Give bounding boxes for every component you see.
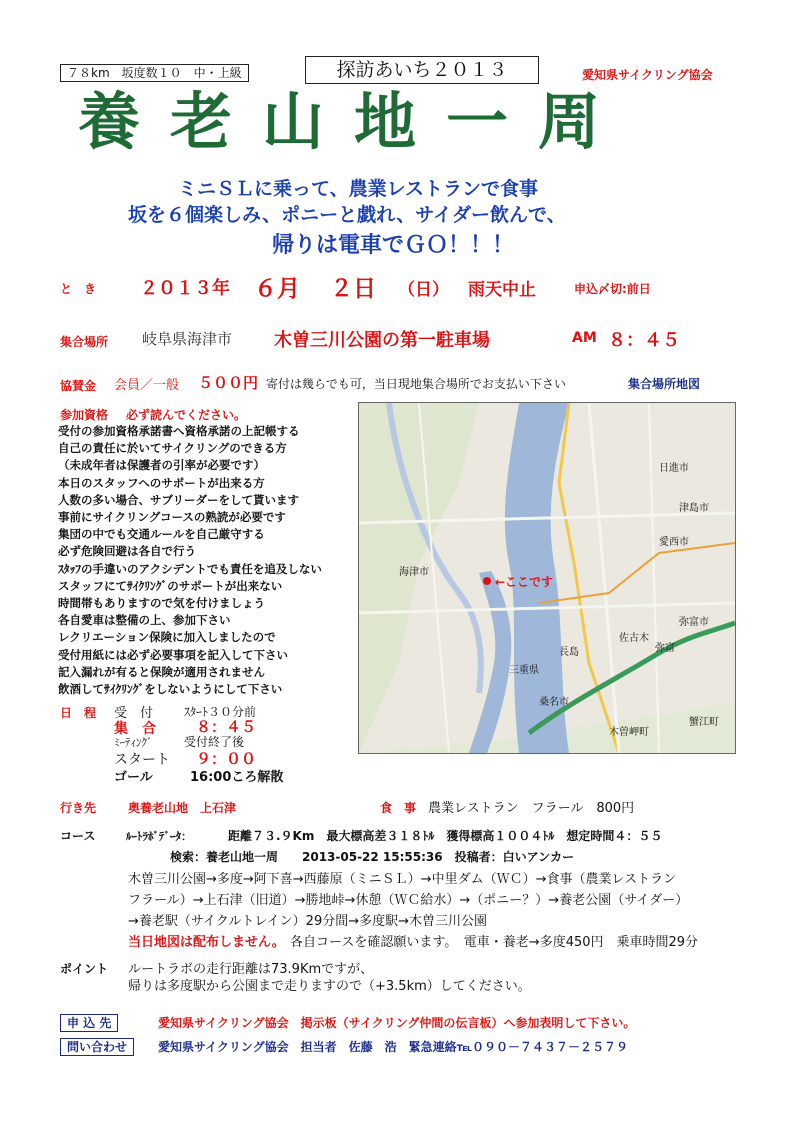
apply-label: 申 込 先 [60, 1014, 118, 1032]
condition-item: ｽﾀｯﾌの手違いのアクシデントでも責任を追及しない [58, 561, 322, 576]
course-route-1: 木曽三川公園→多度→阿下喜→西藤原（ミニＳＬ）→中里ダム（ＷＣ）→食事（農業レストラン [128, 872, 677, 887]
schedule-name: 集 合 [114, 721, 156, 737]
series-title: 探訪あいち２０１３ [305, 56, 539, 84]
lead-line-3: 帰りは電車でＧＯ！！！ [272, 233, 515, 258]
fee-note: 寄付は幾らでも可，当日現地集合場所でお支払い下さい [266, 377, 566, 391]
destination-label: 行き先 [60, 801, 97, 815]
map-place: 日進市 [659, 463, 689, 474]
schedule-name: スタート [114, 752, 170, 768]
fee-amount: ５００円 [198, 374, 259, 392]
meeting-place: 岐阜県海津市 [142, 330, 233, 348]
map-place: 木曽岬町 [609, 727, 649, 738]
lead-line-2: 坂を６個楽しみ、ポニーと戯れ、サイダー飲んで、 [128, 204, 566, 226]
map-place: 弥富 [655, 643, 675, 654]
schedule-time: ｽﾀｰﾄ３０分前 [184, 705, 257, 719]
schedule-time: 16:00ころ解散 [190, 770, 284, 785]
map-place: 長島 [559, 647, 579, 658]
condition-item: 集団の中でも交通ルールを自己厳守する [58, 527, 265, 542]
condition-item: 人数の多い場合、サブリーダーをして貰います [58, 492, 300, 507]
condition-item: 自己の責任に於いてサイクリングのできる方 [58, 441, 287, 456]
org-name: 愛知県サイクリング協会 [582, 68, 713, 82]
map-place: 蟹江町 [689, 717, 719, 728]
condition-item: 本日のスタッフへのサポートが出来る方 [58, 475, 265, 490]
condition-item: 時間帯もありますので気を付けましょう [58, 596, 265, 611]
meeting-place-map[interactable] [358, 402, 736, 754]
course-nomap-rest: 各自コースを確認願います。 電車・養老→多度450円 乗車時間29分 [290, 935, 699, 950]
map-label: 集合場所地図 [628, 377, 701, 391]
deadline: 申込〆切:前日 [574, 282, 651, 296]
point-line-1: ルートラボの走行距離は73.9Kmですが、 [128, 962, 374, 977]
schedule-name: ゴール [114, 770, 153, 785]
condition-item: 受付用紙には必ず必要事項を記入して下さい [58, 647, 288, 662]
course-routelab: ﾙｰﾄﾗﾎﾞﾃﾞｰﾀ： [126, 830, 192, 843]
meeting-label: 集合場所 [60, 335, 109, 349]
map-place: 佐古木 [619, 633, 649, 644]
rain-cancel: 雨天中止 [468, 280, 536, 300]
course-tag: ７８km 坂度数１０ 中・上級 [60, 64, 249, 82]
map-marker: ←ここです [495, 575, 554, 589]
schedule-time: ９：００ [196, 750, 257, 768]
when-weekday: （日） [398, 280, 449, 300]
schedule-time: ８：４５ [196, 718, 257, 736]
schedule-name: 受 付 [114, 706, 154, 721]
when-label: と き [60, 282, 97, 296]
map-place: 海津市 [399, 567, 429, 578]
course-nomap: 当日地図は配布しません。 [128, 935, 285, 950]
fee-type: 会員／一般 [114, 378, 180, 393]
condition-item: 飲酒してｻｲｸﾘﾝｸﾞをしないようにして下さい [58, 682, 283, 697]
meeting-time: ８：４５ [608, 330, 680, 351]
condition-item: 各自愛車は整備の上、参加下さい [58, 613, 231, 628]
contact-text[interactable]: 愛知県サイクリング協会 担当者 佐藤 浩 緊急連絡℡０９０－７４３７－２５７９ [158, 1040, 629, 1054]
schedule-label: 日 程 [60, 706, 97, 720]
condition-item: レクリエーション保険に加入しましたので [58, 630, 276, 645]
condition-item: 受付の参加資格承諾書へ資格承諾の上記帳する [58, 424, 300, 438]
meeting-venue: 木曽三川公園の第一駐車場 [274, 330, 490, 351]
when-month: ６月 [254, 276, 300, 302]
course-label: コース [60, 829, 96, 843]
condition-item: （未成年者は保護者の引率が必要です） [58, 458, 265, 473]
course-search: 検索：養老山地一周 2013-05-22 15:55:36 投稿者：白いアンカー [170, 850, 575, 864]
conditions-label: 参加資格 [60, 408, 109, 422]
destination-value: 奥養老山地 上石津 [128, 801, 237, 815]
map-place: 弥富市 [679, 617, 709, 628]
when-day: ２日 [330, 276, 376, 302]
course-route-3: →養老駅（サイクルトレイン）29分間→多度駅→木曽三川公園 [128, 914, 488, 929]
when-year: ２０１３年 [140, 278, 230, 299]
point-line-2: 帰りは多度駅から公園まで走りますので（+3.5km）してください。 [128, 979, 531, 994]
condition-item: 必ず危険回避は各自で行う [58, 544, 196, 559]
contact-label: 問い合わせ [60, 1038, 134, 1056]
conditions-list [58, 423, 322, 698]
condition-item: 事前にサイクリングコースの熟読が必要です [58, 510, 286, 525]
point-label: ポイント [60, 962, 109, 976]
condition-item: スタッフにてｻｲｸﾘﾝｸﾞのサポートが出来ない [58, 578, 283, 593]
schedule-name: ﾐｰﾃｨﾝｸﾞ [114, 736, 153, 749]
meal-label: 食 事 [380, 801, 417, 815]
course-stats: 距離７３.９Km 最大標高差３１８ﾄﾙ 獲得標高１００４ﾄﾙ 想定時間４：５５ [228, 829, 663, 843]
conditions-must: 必ず読んでください。 [126, 408, 247, 422]
map-place: 愛西市 [659, 537, 689, 548]
lead-line-1: ミニＳＬに乗って、農業レストランで食事 [178, 178, 539, 200]
meeting-ampm: AM [572, 330, 597, 346]
course-route-2: フラール）→上石津（旧道）→勝地峠→休憩（ＷＣ給水）→（ポニー？）→養老公園（サイダー） [128, 893, 689, 908]
map-place: 津島市 [679, 503, 709, 514]
condition-item: 記入漏れが有ると保険が適用されません [58, 664, 265, 679]
fee-label: 協賛金 [60, 379, 97, 393]
map-place: 桑名市 [539, 697, 569, 708]
page-title: 養老山地一周 [78, 85, 631, 158]
apply-text[interactable]: 愛知県サイクリング協会 掲示板（サイクリング仲間の伝言板）へ参加表明して下さい。 [158, 1016, 636, 1030]
map-place: 三重県 [509, 665, 539, 676]
meal-value: 農業レストラン フラール 800円 [428, 801, 635, 816]
schedule-time: 受付終了後 [184, 735, 245, 749]
